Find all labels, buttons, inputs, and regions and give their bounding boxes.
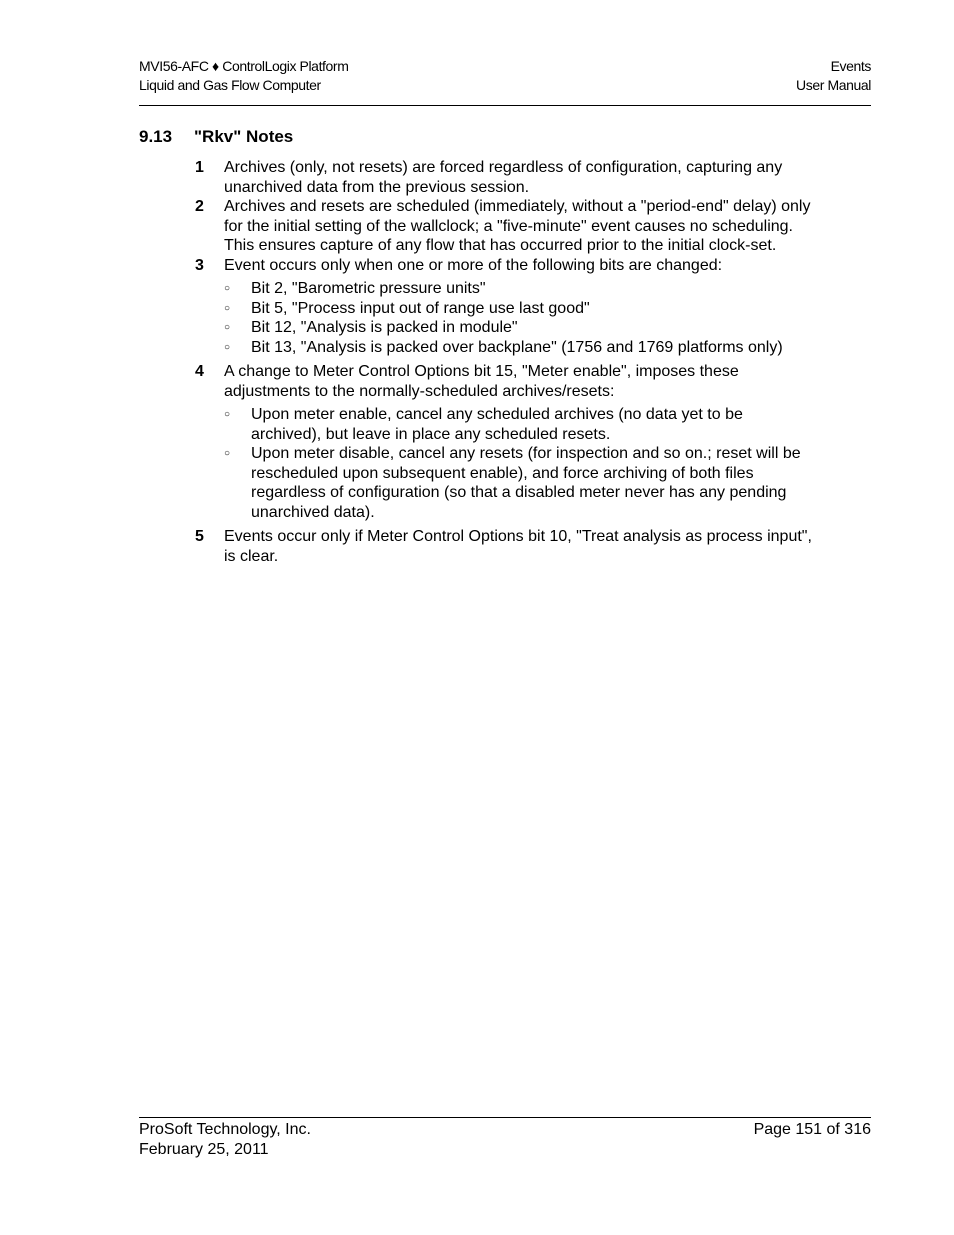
adjustment-list <box>224 405 815 522</box>
note-item <box>195 158 815 197</box>
circle-bullet-icon: ○ <box>224 409 231 420</box>
sub-list-item <box>224 279 815 299</box>
sub-list-item <box>224 444 815 522</box>
footer-right <box>754 1120 871 1140</box>
note-text: A change to Meter Control Options bit 15, "Meter enable", imposes these adjustments to the normally-scheduled archives/resets: <box>224 363 739 400</box>
sub-list-item <box>224 405 815 444</box>
note-item <box>195 256 815 358</box>
page-footer <box>139 1117 871 1158</box>
note-text: Archives and resets are scheduled (immediately, without a "period-end" delay) only for the initial setting of the wallclock; a "five-minute" event causes no scheduling. This ensures capture of any flow that has occurred prior to the initial clock-set. <box>224 198 811 254</box>
note-item <box>195 362 815 522</box>
note-number: 3 <box>195 256 204 274</box>
note-number: 1 <box>195 159 204 176</box>
note-item <box>195 197 815 256</box>
footer-company: ProSoft Technology, Inc. <box>139 1121 311 1138</box>
header-chapter: Events <box>830 58 871 74</box>
sub-item-text: Bit 12, "Analysis is packed in module" <box>251 319 518 336</box>
header-subtitle: Liquid and Gas Flow Computer <box>139 77 321 93</box>
notes-list <box>195 158 815 566</box>
circle-bullet-icon: ○ <box>224 302 231 314</box>
note-item <box>195 527 815 566</box>
note-text: Archives (only, not resets) are forced regardless of configuration, capturing any unarchived data from the previous session. <box>224 159 783 196</box>
header-right <box>796 57 871 95</box>
note-text: Event occurs only when one or more of the following bits are changed: <box>224 256 723 274</box>
sub-item-text: Bit 2, "Barometric pressure units" <box>251 280 486 297</box>
sub-item-text: Bit 5, "Process input out of range use last good" <box>251 299 590 317</box>
page-number: Page 151 of 316 <box>753 1121 871 1138</box>
sub-item-text: Upon meter enable, cancel any scheduled archives (no data yet to be archived), but leave in place any scheduled resets. <box>251 406 743 443</box>
section-number: 9.13 <box>139 127 173 146</box>
sub-list-item <box>224 338 815 358</box>
note-number: 2 <box>195 198 204 215</box>
circle-bullet-icon: ○ <box>224 341 231 353</box>
section-heading <box>139 126 293 148</box>
circle-bullet-icon: ○ <box>224 322 231 333</box>
circle-bullet-icon: ○ <box>224 283 231 294</box>
footer-left <box>139 1120 311 1159</box>
page-header <box>139 57 871 106</box>
sub-list-item <box>224 318 815 338</box>
sub-item-text: Upon meter disable, cancel any resets (for inspection and so on.; reset will be rescheduled upon subsequent enable), and force archiving of both files regardless of configuration (so that a disabled meter never has any pending unarchived data). <box>251 445 801 521</box>
header-left <box>139 57 348 95</box>
circle-bullet-icon: ○ <box>224 448 231 459</box>
sub-item-text: Bit 13, "Analysis is packed over backplane" (1756 and 1769 platforms only) <box>251 338 783 356</box>
note-text: Events occur only if Meter Control Options bit 10, "Treat analysis as process input", is clear. <box>224 528 812 565</box>
sub-list-item <box>224 299 815 319</box>
header-doc-type: User Manual <box>796 77 871 93</box>
note-number: 5 <box>195 528 204 545</box>
header-product: MVI56-AFC ♦ ControlLogix Platform <box>139 58 349 74</box>
bit-list <box>224 279 815 357</box>
section-title: "Rkv" Notes <box>194 127 294 146</box>
note-number: 4 <box>195 363 204 380</box>
footer-date: February 25, 2011 <box>139 1140 269 1158</box>
